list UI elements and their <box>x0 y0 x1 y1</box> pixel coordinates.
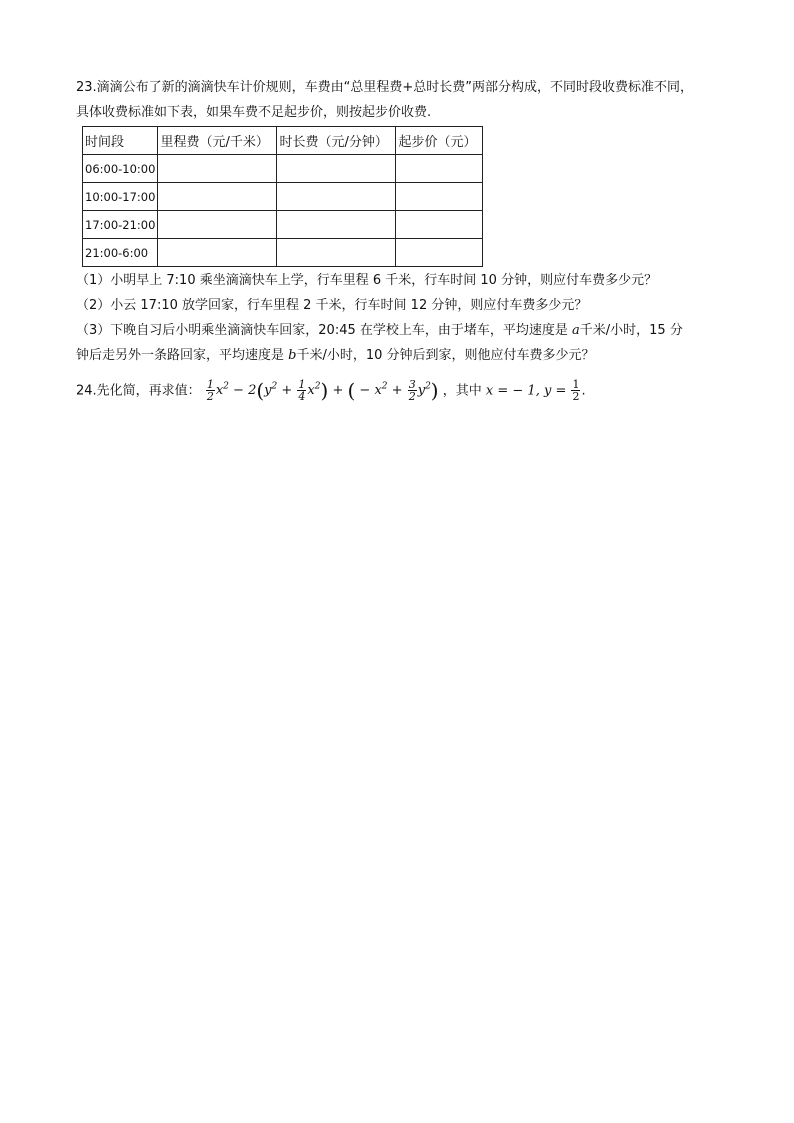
table-cell <box>277 183 396 211</box>
q23-stem-line2: 具体收费标准如下表，如果车费不足起步价，则按起步价收费. <box>76 105 432 120</box>
table-cell <box>396 183 483 211</box>
table-cell <box>396 211 483 239</box>
q23-stem-line1: 23.滴滴公布了新的滴滴快车计价规则，车费由“总里程费+总时长费”两部分构成，不同时段收费标准不同， <box>76 80 694 95</box>
q24-suffix: ，其中 <box>442 383 482 399</box>
table-cell <box>158 239 277 267</box>
q24-condition-x: x = − 1, <box>485 383 540 399</box>
variable-a: a <box>572 323 580 338</box>
fee-table <box>82 126 483 267</box>
table-cell <box>277 239 396 267</box>
q23-sub3-line2: 钟后走另外一条路回家，平均速度是 b千米/小时，10 分钟后到家，则他应付车费多少元？ <box>76 348 595 363</box>
header-starting-price: 起步价（元） <box>396 127 483 155</box>
header-mileage-fee: 里程费（元/千米） <box>158 127 277 155</box>
table-cell: 21:00-6:00 <box>83 239 158 267</box>
table-row <box>83 183 483 211</box>
table-cell: 10:00-17:00 <box>83 183 158 211</box>
table-cell <box>396 155 483 183</box>
table-row <box>83 211 483 239</box>
q24-condition-y: y = <box>543 383 567 399</box>
q23-sub3-line1: （3）下晚自习后小明乘坐滴滴快车回家，20:45 在学校上车，由于堵车，平均速度是 a千米/小时，15 分 <box>76 323 683 338</box>
table-cell <box>158 155 277 183</box>
q24-prefix: 24.先化简，再求值： <box>76 383 201 399</box>
table-cell: 17:00-21:00 <box>83 211 158 239</box>
q24-line: 24.先化简，再求值： $\frac{1}{2}$ $x^2 - 2(y^2$ + $\frac{1}{4}$ $x^2$) + ( − $x^2$ + $\frac{3}{2}$ $y^2$) ，其中 x = − 1, y = $\frac{1}{2}$ . <box>76 378 586 404</box>
q23-sub1: （1）小明早上 7:10 乘坐滴滴快车上学，行车里程 6 千米，行车时间 10 分钟，则应付车费多少元？ <box>76 273 658 288</box>
table-row <box>83 155 483 183</box>
fee-table-header-row <box>83 127 483 155</box>
q24-expression: $\frac{1}{2}$ $x^2 - 2(y^2$ + $\frac{1}{4}$ $x^2$) + ( − $x^2$ + $\frac{3}{2}$ $y^2$) <box>206 378 439 404</box>
header-time-period: 时间段 <box>83 127 158 155</box>
table-cell: 06:00-10:00 <box>83 155 158 183</box>
header-duration-fee: 时长费（元/分钟） <box>277 127 396 155</box>
table-cell <box>158 183 277 211</box>
q23-sub2: （2）小云 17:10 放学回家，行车里程 2 千米，行车时间 12 分钟，则应付车费多少元？ <box>76 298 588 313</box>
table-cell <box>277 211 396 239</box>
table-row <box>83 239 483 267</box>
table-cell <box>396 239 483 267</box>
variable-b: b <box>288 348 297 363</box>
table-cell <box>158 211 277 239</box>
table-cell <box>277 155 396 183</box>
